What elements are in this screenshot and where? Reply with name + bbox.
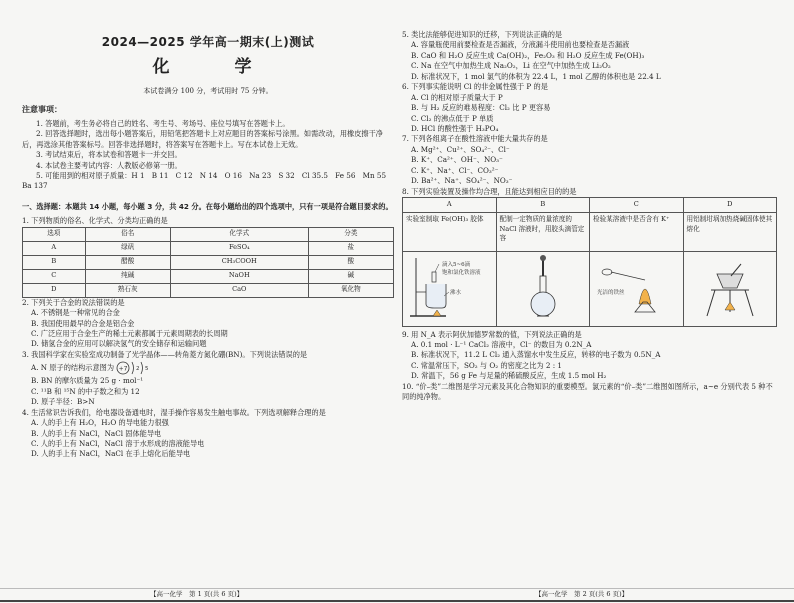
- q1-table: [22, 227, 394, 298]
- question-stem: 5. 类比法能够促进知识的迁移，下列说法正确的是: [402, 30, 563, 39]
- section-heading: 一、选择题：本题共 14 小题，每小题 3 分，共 42 分。在每小题给出的四个选项中，只有一项是符合题目要求的。: [22, 201, 393, 211]
- table-cell: D: [23, 283, 86, 297]
- option: C. Na 在空气中加热生成 Na₂O₂，Li 在空气中加热生成 Li₂O₂: [411, 61, 611, 71]
- question-stem: 6. 下列事实能说明 Cl 的非金属性强于 P 的是: [402, 82, 548, 92]
- option: B. 标准状况下，11.2 L Cl₂ 通入蒸馏水中发生反应，转移的电子数为 0.5N_A: [411, 350, 661, 360]
- table-header: 化学式: [170, 227, 308, 241]
- svg-text:2: 2: [136, 366, 140, 373]
- option: A. 不锈钢是一种常见的合金: [31, 308, 120, 318]
- option: D. 储氢合金的应用可以解决氢气的安全储存和运输问题: [31, 339, 207, 349]
- option: B. 人的手上有 NaCl，NaCl 固体能导电: [31, 428, 162, 438]
- question-stem: 10. “价–类”二维图是学习元素及其化合物知识的重要模型。氯元素的“价–类”二维图如图所示，a~e 分别代表 5 种不同的纯净物。: [402, 381, 773, 402]
- table-row: [23, 269, 394, 283]
- table-row: [23, 255, 394, 269]
- apparatus-c-cell: [590, 252, 684, 327]
- table-header: 选项: [23, 227, 86, 241]
- table-row: [403, 252, 777, 327]
- note-item: 5. 可能用到的相对原子质量：H 1 B 11 C 12 N 14 O 16 Na 23 S 32 Cl 35.5 Fe 56 Mn 55 Ba 137: [22, 170, 394, 191]
- bottom-rule: [0, 600, 794, 602]
- page-footer-left: 【高一化学 第 1 页(共 6 页)】: [150, 590, 244, 598]
- table-row: [23, 283, 394, 297]
- option: B. BN 的摩尔质量为 25 g · mol⁻¹: [31, 376, 144, 386]
- apparatus-b-diagram: [500, 254, 586, 320]
- option: C. Cl₂ 的沸点低于 P 单质: [411, 113, 494, 123]
- table-cell: 碱: [308, 269, 393, 283]
- label-fecl3: 饱和氯化铁溶液: [442, 270, 481, 276]
- question-stem: 4. 生活常识告诉我们，给电器设备通电时，湿手操作容易发生触电事故。下列选项解释合理的是: [22, 407, 326, 417]
- table-cell: 实验室制取 Fe(OH)₃ 胶体: [403, 213, 497, 252]
- option-text: A. N 原子的结构示意图为: [31, 363, 115, 373]
- option: D. Ba²⁺、Na⁺、SO₄²⁻、NO₃⁻: [411, 176, 513, 186]
- label-iron-wire: 光洁的铁丝: [597, 290, 625, 296]
- question-stem: 2. 下列关于合金的说法错误的是: [22, 297, 125, 307]
- apparatus-c-diagram: [593, 254, 679, 320]
- left-column: [22, 32, 394, 460]
- svg-text:+7: +7: [118, 365, 128, 373]
- option: A. 人的手上有 H₂O，H₂O 的导电能力很强: [31, 418, 169, 428]
- table-row: [23, 241, 394, 255]
- question-stem: 8. 下列实验装置及操作均合理，且能达到相应目的的是: [402, 186, 577, 196]
- note-item: 1. 答题前，考生务必将自己的姓名、考生号、考场号、座位号填写在答题卡上。: [36, 118, 290, 128]
- table-cell: 酸: [308, 255, 393, 269]
- apparatus-d-cell: [683, 252, 777, 327]
- table-header-row: [403, 198, 777, 213]
- table-row: [403, 213, 777, 252]
- table-cell: NaOH: [170, 269, 308, 283]
- table-cell: A: [23, 241, 86, 255]
- table-header: D: [683, 198, 777, 213]
- table-cell: 配制一定物质的量浓度的 NaCl 溶液时，用胶头滴管定容: [496, 213, 590, 252]
- option: D. 标准状况下，1 mol 氯气的体积为 22.4 L，1 mol 乙醇的体积也是 22.4 L: [411, 71, 661, 81]
- table-cell: 检验某溶液中是否含有 K⁺: [590, 213, 684, 252]
- option: B. 我国使用最早的合金是铝合金: [31, 318, 135, 328]
- subject-title: 化 学: [152, 57, 276, 78]
- option: A. 0.1 mol · L⁻¹ CaCl₂ 溶液中，Cl⁻ 的数目为 0.2N_A: [411, 339, 592, 349]
- atom-structure-diagram: [116, 360, 156, 376]
- note-item: 2. 回答选择题时，选出每小题答案后，用铅笔把答题卡上对应题目的答案标号涂黑。如需改动，用橡皮擦干净后，再选涂其他答案标号。回答非选择题时，将答案写在答题卡上。写在本试卷上无效。: [22, 129, 383, 149]
- option: C. 广泛应用于合金生产的稀土元素都属于元素周期表的长周期: [31, 329, 228, 339]
- q8-table: [402, 197, 777, 327]
- table-cell: 绿矾: [85, 241, 170, 255]
- option: A. Cl 的相对原子质量大于 P: [411, 92, 503, 102]
- right-column: [402, 30, 777, 403]
- option: D. HCl 的酸性强于 H₃PO₄: [411, 123, 499, 133]
- option: D. 人的手上有 NaCl，NaCl 在手上熔化后能导电: [31, 449, 191, 459]
- table-cell: 醋酸: [85, 255, 170, 269]
- option: B. CaO 和 H₂O 反应生成 Ca(OH)₂，Fe₂O₃ 和 H₂O 反应生成 Fe(OH)₃: [411, 50, 645, 60]
- notes-list: [22, 119, 394, 192]
- apparatus-b-cell: [496, 252, 590, 327]
- svg-text:5: 5: [145, 366, 149, 373]
- question-stem: 9. 用 N_A 表示阿伏加德罗常数的值，下列说法正确的是: [402, 329, 582, 339]
- label-drops: 滴入5~6滴: [442, 262, 471, 268]
- exam-title: 2024—2025 学年高一期末(上)测试: [101, 35, 315, 49]
- option: D. 原子半径：B>N: [31, 397, 95, 407]
- table-cell: 用铝制坩埚加热烧碱固体使其熔化: [683, 213, 777, 252]
- table-header: 分类: [308, 227, 393, 241]
- table-cell: 纯碱: [85, 269, 170, 283]
- option: C. ¹¹B 和 ¹⁵N 的中子数之和为 12: [31, 386, 140, 396]
- apparatus-a-diagram: [406, 254, 492, 320]
- table-header: B: [496, 198, 590, 213]
- apparatus-d-diagram: [687, 254, 773, 320]
- table-cell: B: [23, 255, 86, 269]
- option: C. 常温常压下，SO₂ 与 O₂ 的密度之比为 2 : 1: [411, 360, 562, 370]
- option: D. 常温下，56 g Fe 与足量的稀硫酸反应，生成 1.5 mol H₂: [411, 371, 607, 381]
- note-item: 3. 考试结束后，将本试卷和答题卡一并交回。: [36, 150, 182, 160]
- table-cell: C: [23, 269, 86, 283]
- option: C. K⁺、Na⁺、Cl⁻、CO₃²⁻: [411, 165, 499, 175]
- page-footer-right: 【高一化学 第 2 页(共 6 页)】: [535, 590, 629, 598]
- note-item: 4. 本试卷主要考试内容：人教版必修第一册。: [36, 160, 182, 170]
- question-stem: 1. 下列物质的俗名、化学式、分类均正确的是: [22, 216, 168, 226]
- notes-heading: 注意事项：: [22, 105, 62, 115]
- divider: [0, 588, 794, 589]
- table-header: A: [403, 198, 497, 213]
- option: A. 容量瓶使用前要检查是否漏液，分液漏斗使用前也要检查是否漏液: [411, 40, 630, 50]
- table-header-row: [23, 227, 394, 241]
- table-cell: 熟石灰: [85, 283, 170, 297]
- question-stem: 3. 我国科学家在实验室成功制备了光学晶体——转角菱方氮化硼(BN)。下列说法错误的是: [22, 349, 308, 359]
- table-header: 俗名: [85, 227, 170, 241]
- option: C. 人的手上有 NaCl，NaCl 溶于水形成的溶液能导电: [31, 438, 205, 448]
- table-cell: 盐: [308, 241, 393, 255]
- option: [31, 360, 394, 376]
- table-cell: CaO: [170, 283, 308, 297]
- option: A. Mg²⁺、Cu²⁺、SO₄²⁻、Cl⁻: [411, 144, 510, 154]
- option: B. K⁺、Ca²⁺、OH⁻、NO₃⁻: [411, 155, 503, 165]
- question-stem: 7. 下列各组离子在酸性溶液中能大量共存的是: [402, 134, 548, 144]
- table-cell: CH₃COOH: [170, 255, 308, 269]
- table-cell: FeSO₄: [170, 241, 308, 255]
- scoring-note: 本试卷满分 100 分，考试用时 75 分钟。: [143, 87, 273, 96]
- table-header: C: [590, 198, 684, 213]
- label-boiling-water: 沸水: [450, 290, 462, 296]
- apparatus-a-cell: [403, 252, 497, 327]
- table-cell: 氧化物: [308, 283, 393, 297]
- option: B. 与 H₂ 反应的难易程度：Cl₂ 比 P 更容易: [411, 103, 551, 113]
